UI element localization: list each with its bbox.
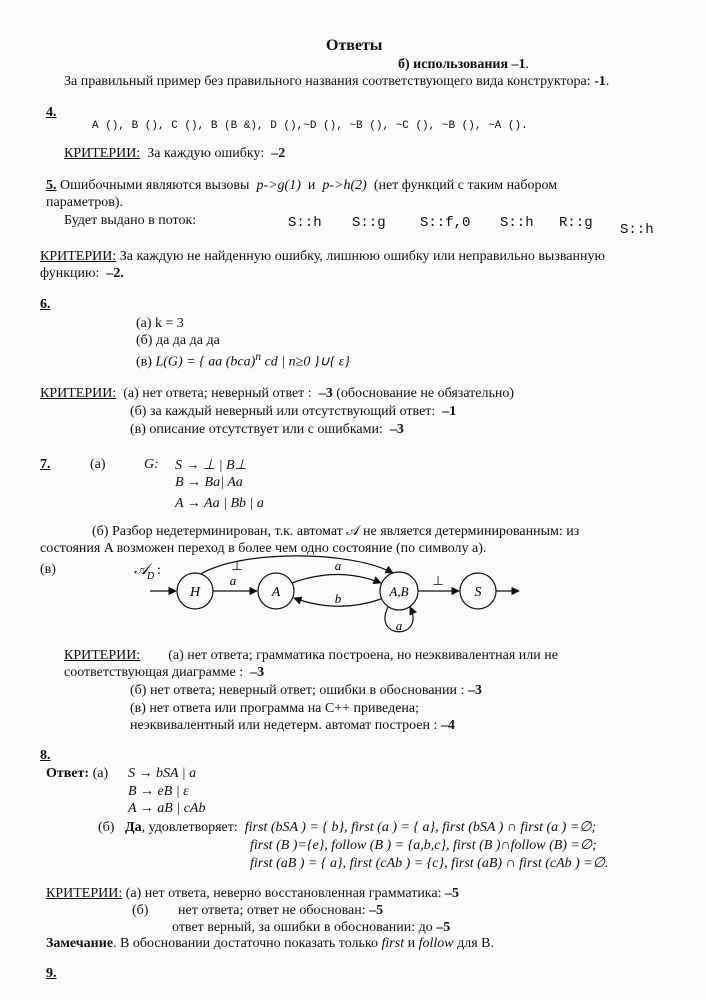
q8-b-yes: Да [124, 820, 142, 835]
q6-answer-c-exponent: n [255, 350, 262, 363]
q7-g-label: G: [144, 457, 159, 472]
q7-criteria-c2 [130, 718, 455, 734]
q7-rule1: S → ⊥ | B⊥ [175, 458, 247, 473]
edge-h-ab-label: ⊥ [231, 558, 243, 573]
edge-ab-s-label: ⊥ [432, 573, 444, 588]
q7-b-line1: (б) Разбор недетерминирован, т.к. автомат 𝒜 не является детерминированным: из [92, 524, 580, 539]
q6-answer-b: (б) да да да да [136, 333, 220, 348]
automaton-colon: : [157, 563, 161, 578]
edge-a-ab [292, 575, 381, 584]
state-ab-label: A,B [389, 584, 409, 599]
q8-b-line1 [98, 819, 596, 836]
q8-rule1: S → bSA | a [128, 766, 197, 781]
q9-number: 9. [46, 966, 57, 981]
q8-b-label: (б) [98, 820, 115, 835]
q5-call2: p->h(2) [322, 178, 367, 193]
q5-criteria-line1 [40, 249, 605, 265]
automaton-subscript: D [147, 571, 155, 582]
q4-answer: A (), B (), C (), B (B &), D (),~D (), ~B (), ~C (), ~B (), ~A (). [92, 120, 528, 132]
q6-criteria-c-text: (в) описание отсутствует или с ошибками: [130, 422, 383, 437]
constructor-note: За правильный пример без правильного названия соответствующего вида конструктора: -1. [64, 74, 610, 89]
page-title: Ответы [326, 37, 383, 54]
q5-stream-1: S::g [352, 215, 386, 231]
automaton-label: 𝒜 [134, 562, 149, 578]
q7-a-label: (а) [90, 457, 106, 472]
q5-number: 5. [46, 178, 57, 193]
edge-ab-a [294, 598, 381, 606]
q8-note [46, 936, 494, 952]
q7-criteria-c-score: –4 [440, 718, 455, 733]
q5-stream-3: S::h [500, 215, 534, 231]
q7-b-line2: состояния A возможен переход в более чем одно состояние (по символу a). [40, 541, 487, 556]
state-ab [380, 572, 418, 610]
q5-criteria-line2 [40, 266, 124, 282]
b-item-line: б) использования –1. [398, 57, 530, 72]
q8-a-label: (а) [92, 766, 109, 781]
q7-criteria-c1: (в) нет ответа или программа на С++ приведена; [130, 701, 420, 716]
q5-line2: параметров). [46, 195, 124, 210]
q8-answer-line [46, 766, 108, 782]
q6-criteria-b-text: (б) за каждый неверный или отсутствующий ответ: [130, 404, 436, 419]
q8-criteria-a-score: –5 [445, 886, 459, 901]
q5-criteria-label: КРИТЕРИИ: [40, 249, 117, 264]
q6-criteria-b-score: –1 [442, 404, 457, 419]
q7-criteria-a1 [64, 648, 558, 664]
q7-criteria-a1-text: (а) нет ответа; грамматика построена, но неэквивалентная или не [168, 648, 558, 663]
q8-b-intro: , удовлетворяет: [141, 820, 238, 835]
q6-criteria-a [40, 386, 514, 402]
q8-criteria-label: КРИТЕРИИ: [46, 886, 123, 901]
q7-rule2: B → Ba| Aa [175, 475, 243, 490]
q4-number: 4. [46, 105, 57, 120]
q5-criteria-score: –2. [106, 266, 124, 281]
q8-criteria-b2 [172, 920, 450, 936]
q6-answer-a: (а) k = 3 [136, 316, 184, 331]
q7-criteria-b-text: (б) нет ответа; неверный ответ; ошибки в обосновании : [130, 683, 465, 698]
q5-and: и [307, 178, 316, 193]
q8-criteria-b-text: нет ответа; ответ не обоснован: [178, 903, 366, 918]
edge-a-ab-label: a [334, 558, 342, 573]
q8-rule3: A → aB | cAb [128, 801, 206, 816]
edge-ab-a-label: b [334, 591, 342, 606]
q5-line1 [46, 178, 557, 194]
q6-answer-c [136, 350, 350, 371]
q8-criteria-b2-text: ответ верный, за ошибки в обосновании: до [172, 920, 433, 935]
q5-stream-4: R::g [559, 215, 593, 231]
q8-number: 8. [40, 748, 51, 763]
q8-answer-label: Ответ: [46, 766, 90, 781]
q6-criteria-a-note: (обоснование не обязательно) [336, 386, 515, 401]
state-h-label: H [189, 585, 201, 600]
q6-criteria-label: КРИТЕРИИ: [40, 386, 117, 401]
q5-call1: p->g(1) [256, 178, 301, 193]
constructor-note-text: За правильный пример без правильного названия соответствующего вида конструктора: [64, 74, 591, 89]
q4-criteria-score: –2 [271, 146, 286, 161]
q6-answer-c-formula: L(G) = { aa (bca) [155, 354, 256, 370]
q5-stream-0: S::h [288, 215, 322, 231]
q5-text-b: (нет функций с таким набором [373, 178, 558, 193]
q8-criteria-a-text: (а) нет ответа, неверно восстановленная грамматика: [125, 886, 442, 901]
edge-h-a-label: a [229, 573, 237, 588]
q6-answer-c-rest: cd | n≥0 }∪{ ε} [261, 354, 350, 370]
q6-criteria-c-score: –3 [389, 422, 404, 437]
q8-criteria-b-score: –5 [369, 903, 384, 918]
q6-number: 6. [40, 297, 51, 312]
q8-note-label: Замечание [46, 936, 114, 951]
edge-h-ab [201, 556, 393, 574]
q8-b-formula1: first (bSA ) = { b}, first (a ) = { a}, first (bSA ) ∩ first (a ) =∅; [244, 820, 597, 835]
q8-rule2: B → eB | ε [128, 784, 189, 799]
q8-note-first: first [381, 936, 405, 951]
q4-criteria [64, 146, 285, 162]
q8-note-and: и [404, 936, 419, 951]
q8-criteria-b2-score: –5 [436, 920, 451, 935]
q7-criteria-a2 [64, 665, 264, 681]
q8-criteria-b-label: (б) [132, 903, 149, 918]
q4-criteria-text: За каждую ошибку: [147, 146, 265, 161]
q6-criteria-a-score: –3 [318, 386, 333, 401]
state-s [460, 573, 496, 609]
q7-number: 7. [40, 457, 51, 472]
q8-note-b: для B. [453, 936, 494, 951]
q4-criteria-label: КРИТЕРИИ: [64, 146, 141, 161]
q6-criteria-c [130, 422, 404, 438]
constructor-note-score: -1 [594, 74, 606, 89]
q7-criteria-b-score: –3 [467, 683, 482, 698]
q7-criteria-a-score: –3 [250, 665, 265, 680]
q5-criteria-text1: За каждую не найденную ошибку, лишнюю ошибку или неправильно вызванную [119, 249, 605, 264]
q7-rule3: A → Aa | Bb | a [175, 496, 264, 511]
q7-criteria-a2-text: соответствующая диаграмме : [64, 665, 244, 680]
q5-stream-2: S::f,0 [420, 215, 471, 231]
state-a [258, 573, 294, 609]
edge-ab-loop-label: a [395, 618, 403, 633]
q8-note-follow: follow [418, 936, 454, 951]
q8-note-a: . В обосновании достаточно показать только [113, 936, 382, 951]
q7-criteria-b [130, 683, 482, 699]
q5-criteria-text2: функцию: [40, 266, 100, 281]
q6-criteria-b [130, 404, 456, 420]
state-h [177, 573, 213, 609]
q8-b-formula3: first (aB ) = { a}, first (cAb ) = {c}, first (aB) ∩ first (cAb ) =∅. [250, 856, 609, 871]
q7-criteria-c2-text: неэквивалентный или недетерм. автомат построен : [130, 718, 438, 733]
state-s-label: S [474, 585, 482, 600]
q5-stream-5: S::h [620, 222, 654, 238]
q8-b-formula2: first (B )={e}, follow (B ) = {a,b,c}, first (B )∩follow (B) =∅; [250, 838, 597, 853]
b-item-label: б) использования [398, 57, 509, 72]
q6-criteria-a-text: (а) нет ответа; неверный ответ : [123, 386, 312, 401]
q7-criteria-label: КРИТЕРИИ: [64, 648, 141, 663]
q7-c-label: (в) [40, 562, 56, 577]
q6-answer-c-label: (в) [136, 354, 152, 370]
q5-text-a: Ошибочными являются вызовы [60, 178, 250, 193]
q8-criteria-b [178, 903, 383, 919]
edge-ab-loop [385, 607, 413, 632]
state-a-label: A [271, 585, 281, 600]
b-item-score: –1 [511, 57, 526, 72]
q8-criteria-a [46, 886, 459, 902]
q5-stream-label: Будет выдано в поток: [64, 213, 197, 228]
